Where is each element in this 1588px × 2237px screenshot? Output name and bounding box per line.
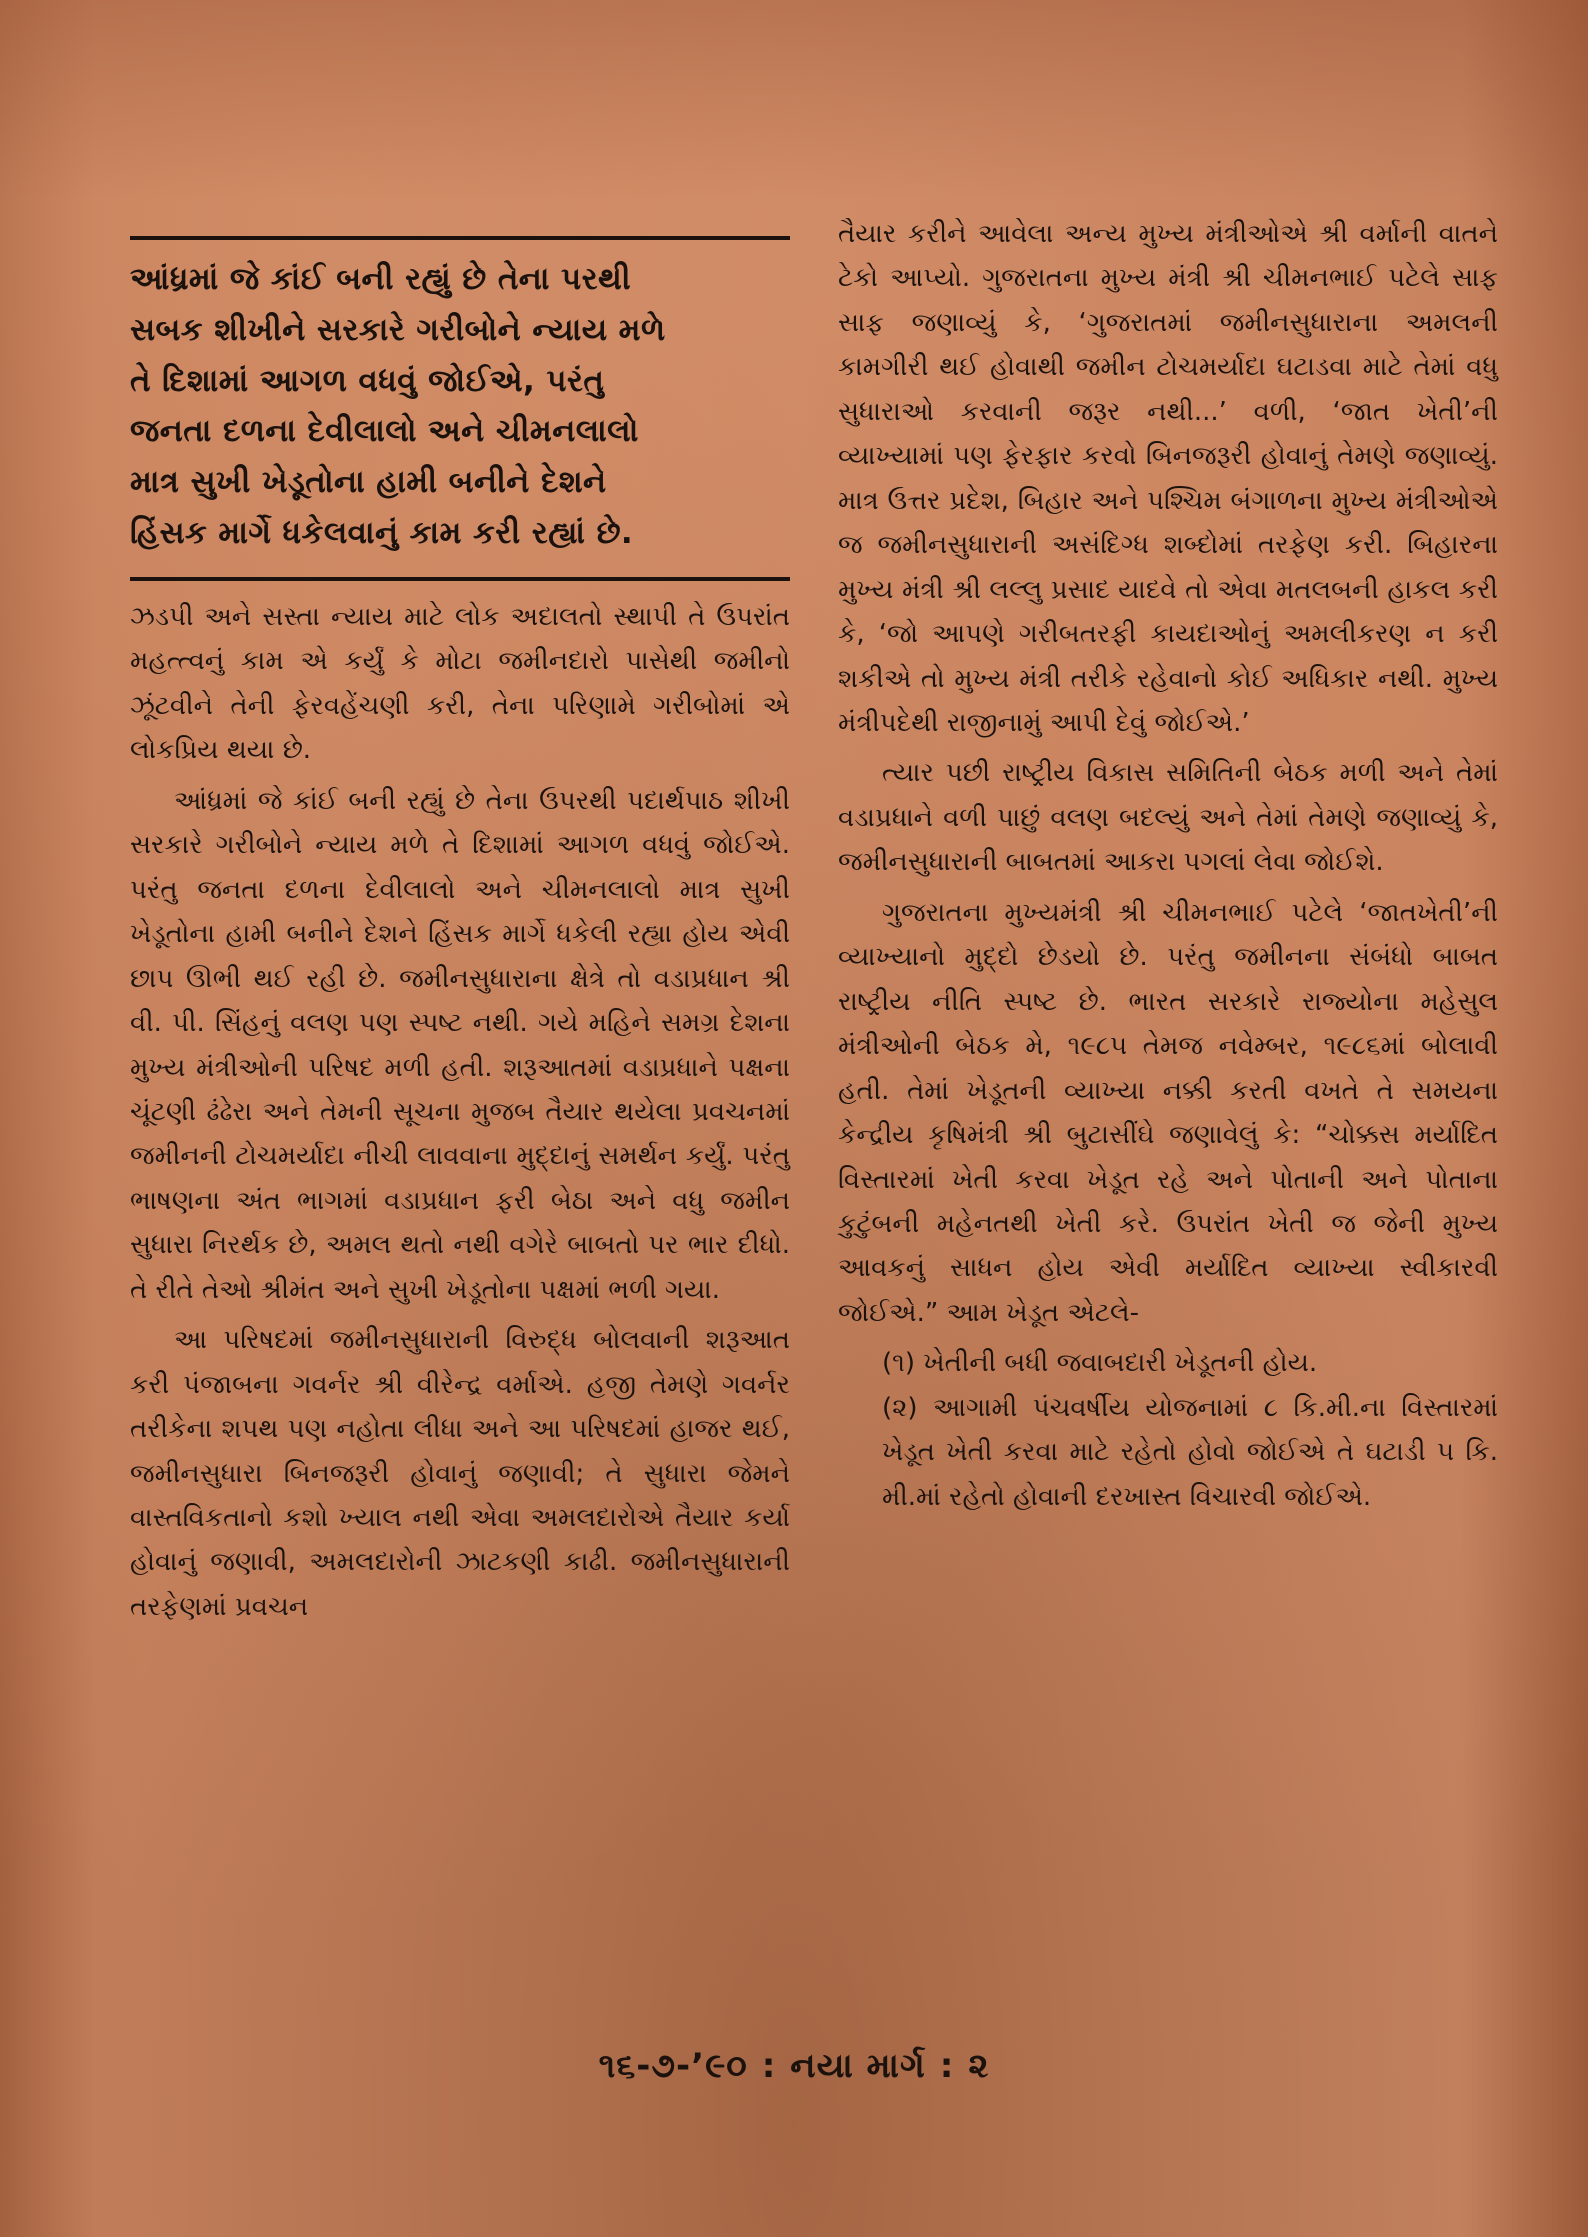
pullquote-line: માત્ર સુખી ખેડૂતોના હામી બનીને દેશને (130, 464, 607, 501)
footer-separator: : (761, 2046, 777, 2086)
pullquote-line: તે દિશામાં આગળ વધવું જોઈએ, પરંતુ (130, 362, 605, 399)
footer-page-number: ૨ (968, 2046, 990, 2086)
article-paragraph: ગુજરાતના મુખ્યમંત્રી શ્રી ચીમનભાઈ પટેલે ‘જાતખેતી’ની વ્યાખ્યાનો મુદ્દો છેડયો છે. પરંતુ જમીનના સંબંધો બાબત રાષ્ટ્રીય નીતિ સ્પષ્ટ છે. ભારત સરકારે રાજ્યોના મહેસુલ મંત્રીઓની બેઠક મે, ૧૯૮૫ તેમજ નવેમ્બર, ૧૯૮૬માં બોલાવી હતી. તેમાં ખેડૂતની વ્યાખ્યા નક્કી કરતી વખતે તે સમયના કેન્દ્રીય કૃષિમંત્રી શ્રી બુટાસીંઘે જણાવેલું કે: “ચોક્કસ મર્યાદિત વિસ્તારમાં ખેતી કરવા ખેડૂત રહે અને પોતાની અને પોતાના કુટુંબની મહેનતથી ખેતી કરે. ઉપરાંત ખેતી જ જેની મુખ્ય આવકનું સાધન હોય એવી મર્યાદિત વ્યાખ્યા સ્વીકારવી જોઈએ.” આમ ખેડૂત એટલે- (838, 897, 1498, 1328)
left-column-body (130, 595, 790, 1629)
footer-publication: નયા માર્ગ (790, 2046, 926, 2086)
right-column-body (838, 212, 1498, 1519)
page-footer (0, 2046, 1588, 2086)
article-paragraph: તૈયાર કરીને આવેલા અન્ય મુખ્ય મંત્રીઓએ શ્રી વર્માની વાતને ટેકો આપ્યો. ગુજરાતના મુખ્ય મંત્રી શ્રી ચીમનભાઈ પટેલે સાફ સાફ જણાવ્યું કે, ‘ગુજરાતમાં જમીનસુધારાના અમલની કામગીરી થઈ હોવાથી જમીન ટોચમર્યાદા ઘટાડવા માટે તેમાં વધુ સુધારાઓ કરવાની જરૂર નથી...’ વળી, ‘જાત ખેતી’ની વ્યાખ્યામાં પણ ફેરફાર કરવો બિનજરૂરી હોવાનું તેમણે જણાવ્યું. માત્ર ઉત્તર પ્રદેશ, બિહાર અને પશ્ચિમ બંગાળના મુખ્ય મંત્રીઓએ જ જમીનસુધારાની અસંદિગ્ધ શબ્દોમાં તરફેણ કરી. બિહારના મુખ્ય મંત્રી શ્રી લલ્લુ પ્રસાદ યાદવે તો એવા મતલબની હાકલ કરી કે, ‘જો આપણે ગરીબતરફી કાયદાઓનું અમલીકરણ ન કરી શકીએ તો મુખ્ય મંત્રી તરીકે રહેવાનો કોઈ અધિકાર નથી. મુખ્ય મંત્રીપદેથી રાજીનામું આપી દેવું જોઈએ.’ (838, 219, 1498, 738)
list-item: (૨) આગામી પંચવર્ષીય યોજનામાં ૮ કિ.મી.ના વિસ્તારમાં ખેડૂત ખેતી કરવા માટે રહેતો હોવો જોઈએ તે ઘટાડી ૫ કિ. મી.માં રહેતો હોવાની દરખાસ્ત વિચારવી જોઈએ. (882, 1392, 1498, 1512)
pullquote-line: આંધ્રમાં જે કાંઈ બની રહ્યું છે તેના પરથી (130, 261, 632, 297)
page-top-shading (0, 0, 1588, 200)
article-paragraph: ઝડપી અને સસ્તા ન્યાય માટે લોક અદાલતો સ્થાપી તે ઉપરાંત મહત્ત્વનું કામ એ કર્યું કે મોટા જમીનદારો પાસેથી જમીનો ઝૂંટવીને તેની ફેરવહેંચણી કરી, તેના પરિણામે ગરીબોમાં એ લોકપ્રિય થયા છે. (130, 601, 790, 766)
pullquote-line: જનતા દળના દેવીલાલો અને ચીમનલાલો (130, 413, 639, 450)
left-column (130, 236, 790, 1635)
footer-date: ૧૬-૭-’૯૦ (598, 2046, 748, 2086)
pullquote-line: સબક શીખીને સરકારે ગરીબોને ન્યાય મળે (130, 311, 666, 348)
right-column (838, 212, 1498, 1519)
list-item: (૧) ખેતીની બધી જવાબદારી ખેડૂતની હોય. (882, 1348, 1318, 1379)
article-paragraph: આંધ્રમાં જે કાંઈ બની રહ્યું છે તેના ઉપરથી પદાર્થપાઠ શીખી સરકારે ગરીબોને ન્યાય મળે તે દિશામાં આગળ વધવું જોઈએ. પરંતુ જનતા દળના દેવીલાલો અને ચીમનલાલો માત્ર સુખી ખેડૂતોના હામી બનીને દેશને હિંસક માર્ગે ધકેલી રહ્યા હોય એવી છાપ ઊભી થઈ રહી છે. જમીનસુધારાના ક્ષેત્રે તો વડાપ્રધાન શ્રી વી. પી. સિંહનું વલણ પણ સ્પષ્ટ નથી. ગયે મહિને સમગ્ર દેશના મુખ્ય મંત્રીઓની પરિષદ મળી હતી. શરૂઆતમાં વડાપ્રધાને પક્ષના ચૂંટણી ઢંઢેરા અને તેમની સૂચના મુજબ તૈયાર થયેલા પ્રવચનમાં જમીનની ટોચમર્યાદા નીચી લાવવાના મુદ્દાનું સમર્થન કર્યું. પરંતુ ભાષણના અંત ભાગમાં વડાપ્રધાન ફરી બેઠા અને વધુ જમીન સુધારા નિરર્થક છે, અમલ થતો નથી વગેરે બાબતો પર ભાર દીધો. તે રીતે તેઓ શ્રીમંત અને સુખી ખેડૂતોના પક્ષમાં ભળી ગયા. (130, 785, 790, 1305)
footer-separator: : (939, 2046, 955, 2086)
pullquote-line: હિંસક માર્ગે ધકેલવાનું કામ કરી રહ્યાં છે. (130, 515, 634, 552)
article-paragraph: આ પરિષદમાં જમીનસુધારાની વિરુદ્ધ બોલવાની શરૂઆત કરી પંજાબના ગવર્નર શ્રી વીરેન્દ્ર વર્માએ. હજી તેમણે ગવર્નર તરીકેના શપથ પણ નહોતા લીધા અને આ પરિષદમાં હાજર થઈ, જમીનસુધારા બિનજરૂરી હોવાનું જણાવી; તે સુધારા જેમને વાસ્તવિકતાનો કશો ખ્યાલ નથી એવા અમલદારોએ તૈયાર કર્યા હોવાનું જણાવી, અમલદારોની ઝાટકણી કાઢી. જમીનસુધારાની તરફેણમાં પ્રવચન (130, 1325, 790, 1622)
article-paragraph: ત્યાર પછી રાષ્ટ્રીય વિકાસ સમિતિની બેઠક મળી અને તેમાં વડાપ્રધાને વળી પાછું વલણ બદલ્યું અને તેમાં તેમણે જણાવ્યું કે, જમીનસુધારાની બાબતમાં આકરા પગલાં લેવા જોઈશે. (838, 758, 1498, 878)
pullquote-bottom-rule (130, 577, 790, 581)
pullquote (130, 240, 790, 577)
